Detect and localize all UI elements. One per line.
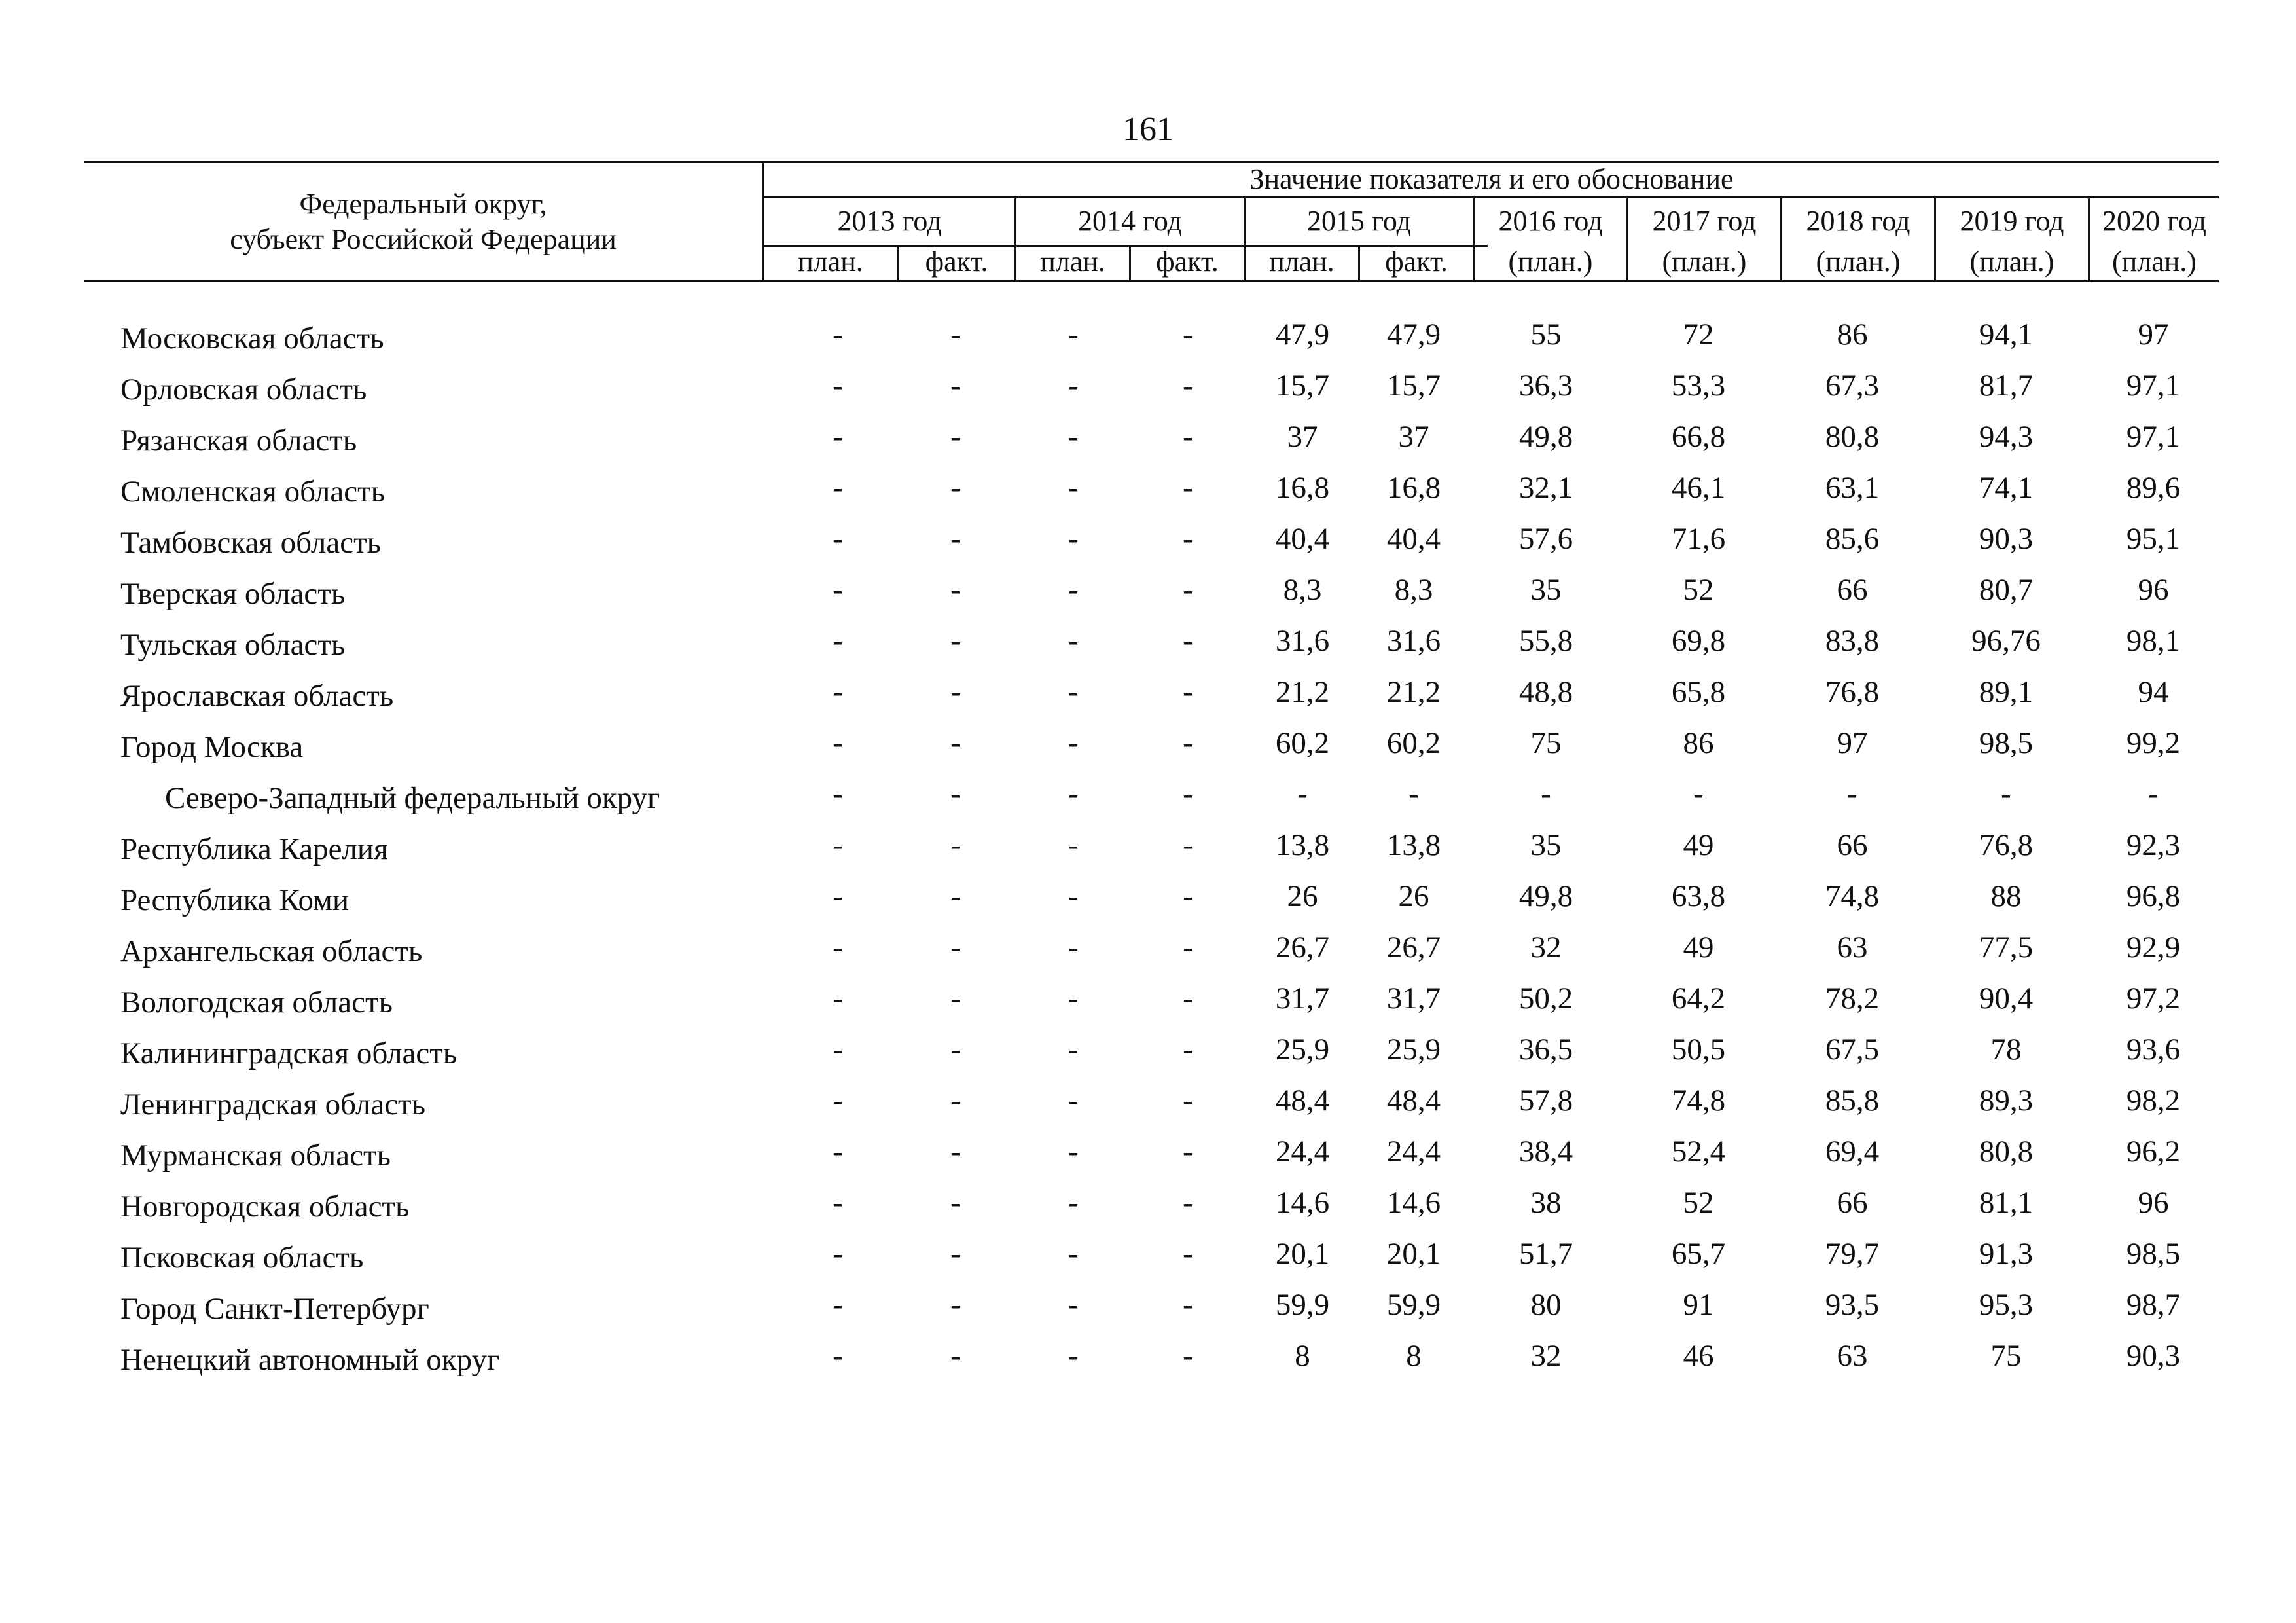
region-name: Ярославская область <box>120 679 394 713</box>
table-cell: - <box>1068 420 1079 454</box>
table-cell: 81,1 <box>1979 1186 2034 1220</box>
table-cell: - <box>1183 420 1193 454</box>
table-cell: - <box>833 1237 843 1271</box>
table-cell: - <box>1183 471 1193 505</box>
table-cell: 86 <box>1683 726 1714 760</box>
table-cell: 49,8 <box>1518 879 1573 913</box>
table-cell: 8,3 <box>1394 573 1433 607</box>
table-cell: - <box>1068 522 1079 556</box>
table-cell: - <box>1183 522 1193 556</box>
table-cell: - <box>1068 879 1079 913</box>
region-name: Мурманская область <box>120 1139 391 1173</box>
table-cell: - <box>833 573 843 607</box>
subheader-plan-2017: (план.) <box>1662 246 1747 278</box>
table-cell: 96,76 <box>1971 624 2041 658</box>
table-cell: 90,4 <box>1979 981 2034 1015</box>
table-cell: - <box>833 318 843 352</box>
table-cell: 94 <box>2138 675 2169 709</box>
table-cell: 83,8 <box>1825 624 1880 658</box>
table-cell: 36,5 <box>1518 1032 1573 1067</box>
table-cell: 38 <box>1530 1186 1562 1220</box>
table-cell: 67,3 <box>1825 369 1880 403</box>
table-cell: - <box>950 981 961 1015</box>
table-cell: - <box>950 879 961 913</box>
stub-header-line2: субъект Российской Федерации <box>230 223 617 255</box>
table-cell: 38,4 <box>1518 1135 1573 1169</box>
table-cell: - <box>833 1339 843 1373</box>
table-cell: 47,9 <box>1386 318 1441 352</box>
table-cell: - <box>1183 318 1193 352</box>
group-title-underline <box>764 196 2219 198</box>
table-cell: 35 <box>1530 573 1562 607</box>
table-cell: 98,7 <box>2126 1288 2181 1322</box>
table-cell: 75 <box>1990 1339 2022 1373</box>
year-2015-header: 2015 год <box>1306 205 1412 237</box>
table-cell: - <box>950 471 961 505</box>
table-cell: 36,3 <box>1518 369 1573 403</box>
region-name: Ненецкий автономный округ <box>120 1343 500 1377</box>
table-cell: 65,7 <box>1671 1237 1726 1271</box>
table-cell: 49,8 <box>1518 420 1573 454</box>
table-cell: 31,7 <box>1275 981 1330 1015</box>
table-cell: 40,4 <box>1386 522 1441 556</box>
table-cell: 97 <box>1837 726 1868 760</box>
region-name: Тульская область <box>120 628 346 662</box>
table-cell: 21,2 <box>1275 675 1330 709</box>
table-cell: 69,8 <box>1671 624 1726 658</box>
table-cell: 57,6 <box>1518 522 1573 556</box>
table-cell: - <box>950 1186 961 1220</box>
table-cell: 98,5 <box>2126 1237 2181 1271</box>
table-cell: 51,7 <box>1518 1237 1573 1271</box>
stub-header-line1: Федеральный округ, <box>299 188 547 220</box>
table-cell: - <box>2001 777 2011 811</box>
table-cell: 37 <box>1287 420 1318 454</box>
table-cell: - <box>950 1135 961 1169</box>
table-cell: - <box>833 981 843 1015</box>
table-cell: 40,4 <box>1275 522 1330 556</box>
table-cell: 63,8 <box>1671 879 1726 913</box>
table-cell: 14,6 <box>1275 1186 1330 1220</box>
subheader-plan-2018: (план.) <box>1816 246 1901 278</box>
region-name: Архангельская область <box>120 934 423 968</box>
table-cell: 60,2 <box>1386 726 1441 760</box>
table-cell: - <box>1068 981 1079 1015</box>
table-cell: 74,1 <box>1979 471 2034 505</box>
region-name: Северо-Западный федеральный округ <box>165 781 660 815</box>
table-cell: - <box>1068 726 1079 760</box>
table-cell: 59,9 <box>1386 1288 1441 1322</box>
table-cell: - <box>1183 777 1193 811</box>
table-cell: - <box>1068 471 1079 505</box>
region-name: Республика Карелия <box>120 832 388 866</box>
table-cell: - <box>1183 369 1193 403</box>
table-cell: 16,8 <box>1275 471 1330 505</box>
year-2017-header: 2017 год <box>1652 205 1757 237</box>
table-cell: - <box>950 1237 961 1271</box>
year-2020-header: 2020 год <box>2102 205 2207 237</box>
region-name: Псковская область <box>120 1241 364 1275</box>
table-cell: - <box>950 1084 961 1118</box>
subheader-fact: факт. <box>1156 246 1219 278</box>
table-cell: 95,3 <box>1979 1288 2034 1322</box>
table-cell: - <box>1068 318 1079 352</box>
table-cell: - <box>950 777 961 811</box>
table-cell: 90,3 <box>2126 1339 2181 1373</box>
table-cell: - <box>833 624 843 658</box>
table-cell: 24,4 <box>1275 1135 1330 1169</box>
table-cell: 53,3 <box>1671 369 1726 403</box>
table-cell: - <box>833 828 843 862</box>
table-cell: - <box>1183 726 1193 760</box>
table-cell: 98,5 <box>1979 726 2034 760</box>
table-cell: 32 <box>1530 930 1562 964</box>
region-name: Новгородская область <box>120 1190 410 1224</box>
table-cell: 67,5 <box>1825 1032 1880 1067</box>
table-cell: 93,6 <box>2126 1032 2181 1067</box>
subheader-plan-2016: (план.) <box>1508 246 1593 278</box>
year-2014-header: 2014 год <box>1077 205 1183 237</box>
table-cell: - <box>1183 1084 1193 1118</box>
table-cell: - <box>833 930 843 964</box>
header-bottom-border <box>84 280 2219 282</box>
table-cell: 46 <box>1683 1339 1714 1373</box>
table-cell: 80 <box>1530 1288 1562 1322</box>
table-cell: - <box>1183 573 1193 607</box>
table-cell: - <box>833 420 843 454</box>
table-cell: - <box>1183 879 1193 913</box>
table-cell: 86 <box>1837 318 1868 352</box>
table-cell: - <box>1183 1135 1193 1169</box>
table-cell: 25,9 <box>1275 1032 1330 1067</box>
year-2013-header: 2013 год <box>837 205 942 237</box>
page-number: 161 <box>1122 111 1174 148</box>
table-cell: - <box>950 828 961 862</box>
region-name: Город Москва <box>120 730 304 764</box>
table-cell: 16,8 <box>1386 471 1441 505</box>
table-cell: 92,9 <box>2126 930 2181 964</box>
table-cell: - <box>1183 828 1193 862</box>
table-cell: 78,2 <box>1825 981 1880 1015</box>
table-cell: - <box>2148 777 2159 811</box>
table-cell: 75 <box>1530 726 1562 760</box>
table-cell: - <box>1068 930 1079 964</box>
table-cell: 66 <box>1837 1186 1868 1220</box>
table-cell: - <box>950 675 961 709</box>
table-cell: 74,8 <box>1671 1084 1726 1118</box>
table-cell: - <box>1068 1084 1079 1118</box>
region-name: Калининградская область <box>120 1036 457 1070</box>
table-cell: 21,2 <box>1386 675 1441 709</box>
table-cell: 96 <box>2138 1186 2169 1220</box>
table-cell: 20,1 <box>1386 1237 1441 1271</box>
table-cell: 76,8 <box>1825 675 1880 709</box>
table-cell: - <box>1068 1186 1079 1220</box>
table-cell: - <box>1068 624 1079 658</box>
table-cell: - <box>1068 1135 1079 1169</box>
table-cell: - <box>1183 1288 1193 1322</box>
subheader-plan: план. <box>1040 246 1105 278</box>
table-cell: 98,1 <box>2126 624 2181 658</box>
table-cell: 49 <box>1683 930 1714 964</box>
table-cell: - <box>1068 369 1079 403</box>
table-cell: - <box>1183 1032 1193 1067</box>
table-cell: - <box>950 1339 961 1373</box>
table-cell: 90,3 <box>1979 522 2034 556</box>
table-cell: 85,6 <box>1825 522 1880 556</box>
subheader-plan: план. <box>798 246 863 278</box>
table-cell: 13,8 <box>1275 828 1330 862</box>
region-name: Московская область <box>120 321 384 356</box>
table-cell: 26,7 <box>1386 930 1441 964</box>
table-cell: 99,2 <box>2126 726 2181 760</box>
region-name: Орловская область <box>120 373 367 407</box>
table-cell: 64,2 <box>1671 981 1726 1015</box>
table-cell: - <box>1068 777 1079 811</box>
table-cell: 52 <box>1683 573 1714 607</box>
table-cell: - <box>1183 675 1193 709</box>
table-cell: 26 <box>1287 879 1318 913</box>
table-cell: 81,7 <box>1979 369 2034 403</box>
table-cell: 15,7 <box>1275 369 1330 403</box>
table-cell: 48,4 <box>1386 1084 1441 1118</box>
table-cell: - <box>950 1288 961 1322</box>
subheader-plan: план. <box>1269 246 1335 278</box>
table-cell: 8 <box>1406 1339 1422 1373</box>
table-cell: - <box>1183 624 1193 658</box>
table-cell: 8,3 <box>1283 573 1322 607</box>
table-cell: 91 <box>1683 1288 1714 1322</box>
table-cell: 69,4 <box>1825 1135 1880 1169</box>
table-cell: 49 <box>1683 828 1714 862</box>
table-cell: - <box>950 573 961 607</box>
table-cell: - <box>833 471 843 505</box>
year-2019-header: 2019 год <box>1960 205 2064 237</box>
table-cell: 63 <box>1837 1339 1868 1373</box>
table-cell: - <box>950 318 961 352</box>
table-cell: - <box>833 369 843 403</box>
table-cell: 97,1 <box>2126 420 2181 454</box>
region-name: Вологодская область <box>120 985 393 1019</box>
subheader-plan-2020: (план.) <box>2112 246 2197 278</box>
year-2016-header: 2016 год <box>1498 205 1603 237</box>
table-cell: - <box>833 1135 843 1169</box>
table-cell: 88 <box>1990 879 2022 913</box>
table-cell: - <box>1068 1339 1079 1373</box>
table-cell: 89,1 <box>1979 675 2034 709</box>
region-name: Ленинградская область <box>120 1087 426 1122</box>
table-cell: - <box>1068 828 1079 862</box>
table-cell: - <box>950 420 961 454</box>
table-cell: 78 <box>1990 1032 2022 1067</box>
table-cell: - <box>1693 777 1704 811</box>
table-cell: - <box>833 777 843 811</box>
table-cell: 96,8 <box>2126 879 2181 913</box>
table-cell: - <box>1183 930 1193 964</box>
table-cell: - <box>950 624 961 658</box>
table-cell: 52 <box>1683 1186 1714 1220</box>
table-cell: 25,9 <box>1386 1032 1441 1067</box>
table-cell: - <box>1068 573 1079 607</box>
table-cell: - <box>950 522 961 556</box>
table-cell: 14,6 <box>1386 1186 1441 1220</box>
table-cell: 31,7 <box>1386 981 1441 1015</box>
group-header-title: Значение показателя и его обоснование <box>1249 163 1734 195</box>
table-cell: 46,1 <box>1671 471 1726 505</box>
table-cell: 80,8 <box>1979 1135 2034 1169</box>
table-cell: - <box>1183 1339 1193 1373</box>
table-cell: 37 <box>1398 420 1429 454</box>
table-cell: 71,6 <box>1671 522 1726 556</box>
table-cell: - <box>1068 675 1079 709</box>
table-cell: 97,1 <box>2126 369 2181 403</box>
table-cell: 96,2 <box>2126 1135 2181 1169</box>
table-cell: - <box>1068 1288 1079 1322</box>
table-cell: - <box>833 1186 843 1220</box>
table-cell: 80,7 <box>1979 573 2034 607</box>
table-cell: - <box>950 369 961 403</box>
table-cell: 95,1 <box>2126 522 2181 556</box>
table-cell: 65,8 <box>1671 675 1726 709</box>
table-cell: 26,7 <box>1275 930 1330 964</box>
table-cell: - <box>950 1032 961 1067</box>
table-cell: 89,6 <box>2126 471 2181 505</box>
table-cell: 94,3 <box>1979 420 2034 454</box>
table-cell: - <box>950 930 961 964</box>
table-cell: - <box>833 522 843 556</box>
table-cell: 74,8 <box>1825 879 1880 913</box>
table-cell: 77,5 <box>1979 930 2034 964</box>
table-cell: - <box>1183 981 1193 1015</box>
table-cell: 63,1 <box>1825 471 1880 505</box>
table-cell: 89,3 <box>1979 1084 2034 1118</box>
table-cell: 52,4 <box>1671 1135 1726 1169</box>
table-cell: 8 <box>1295 1339 1310 1373</box>
table-cell: - <box>1297 777 1308 811</box>
region-name: Город Санкт-Петербург <box>120 1292 429 1326</box>
table-cell: - <box>1183 1186 1193 1220</box>
subheader-plan-2019: (план.) <box>1969 246 2054 278</box>
year-2018-header: 2018 год <box>1806 205 1910 237</box>
table-cell: 32 <box>1530 1339 1562 1373</box>
table-cell: 91,3 <box>1979 1237 2034 1271</box>
table-cell: 97 <box>2138 318 2169 352</box>
table-cell: 96 <box>2138 573 2169 607</box>
table-cell: 79,7 <box>1825 1237 1880 1271</box>
region-name: Смоленская область <box>120 475 386 509</box>
table-cell: 98,2 <box>2126 1084 2181 1118</box>
table-cell: 59,9 <box>1275 1288 1330 1322</box>
table-cell: - <box>1408 777 1419 811</box>
table-cell: 13,8 <box>1386 828 1441 862</box>
table-cell: - <box>1847 777 1857 811</box>
table-cell: 66,8 <box>1671 420 1726 454</box>
table-cell: 26 <box>1398 879 1429 913</box>
table-cell: 47,9 <box>1275 318 1330 352</box>
table-cell: - <box>833 675 843 709</box>
region-name: Тамбовская область <box>120 526 382 560</box>
region-name: Тверская область <box>120 577 346 611</box>
table-cell: - <box>833 1032 843 1067</box>
table-cell: 66 <box>1837 828 1868 862</box>
table-cell: 24,4 <box>1386 1135 1441 1169</box>
table-cell: 50,2 <box>1518 981 1573 1015</box>
table-cell: - <box>833 1288 843 1322</box>
table-cell: 57,8 <box>1518 1084 1573 1118</box>
table-cell: 72 <box>1683 318 1714 352</box>
table-cell: 60,2 <box>1275 726 1330 760</box>
table-cell: 31,6 <box>1275 624 1330 658</box>
table-cell: 55 <box>1530 318 1562 352</box>
table-cell: 31,6 <box>1386 624 1441 658</box>
table-cell: 50,5 <box>1671 1032 1726 1067</box>
table-cell: 15,7 <box>1386 369 1441 403</box>
table-cell: 48,8 <box>1518 675 1573 709</box>
table-cell: 32,1 <box>1518 471 1573 505</box>
table-cell: 97,2 <box>2126 981 2181 1015</box>
subheader-fact: факт. <box>1385 246 1448 278</box>
table-cell: - <box>833 879 843 913</box>
table-cell: 85,8 <box>1825 1084 1880 1118</box>
table-cell: 66 <box>1837 573 1868 607</box>
table-cell: 80,8 <box>1825 420 1880 454</box>
table-cell: - <box>833 1084 843 1118</box>
table-cell: - <box>950 726 961 760</box>
subheader-fact: факт. <box>925 246 988 278</box>
table-cell: 55,8 <box>1518 624 1573 658</box>
table-cell: 63 <box>1837 930 1868 964</box>
table-cell: 35 <box>1530 828 1562 862</box>
table-cell: - <box>1183 1237 1193 1271</box>
table-cell: 20,1 <box>1275 1237 1330 1271</box>
table-cell: 92,3 <box>2126 828 2181 862</box>
region-name: Республика Коми <box>120 883 350 917</box>
table-cell: - <box>1068 1032 1079 1067</box>
table-cell: 93,5 <box>1825 1288 1880 1322</box>
region-name: Рязанская область <box>120 424 357 458</box>
table-cell: - <box>833 726 843 760</box>
table-cell: 76,8 <box>1979 828 2034 862</box>
table-cell: - <box>1068 1237 1079 1271</box>
table-cell: - <box>1541 777 1551 811</box>
table-cell: 48,4 <box>1275 1084 1330 1118</box>
table-cell: 94,1 <box>1979 318 2034 352</box>
